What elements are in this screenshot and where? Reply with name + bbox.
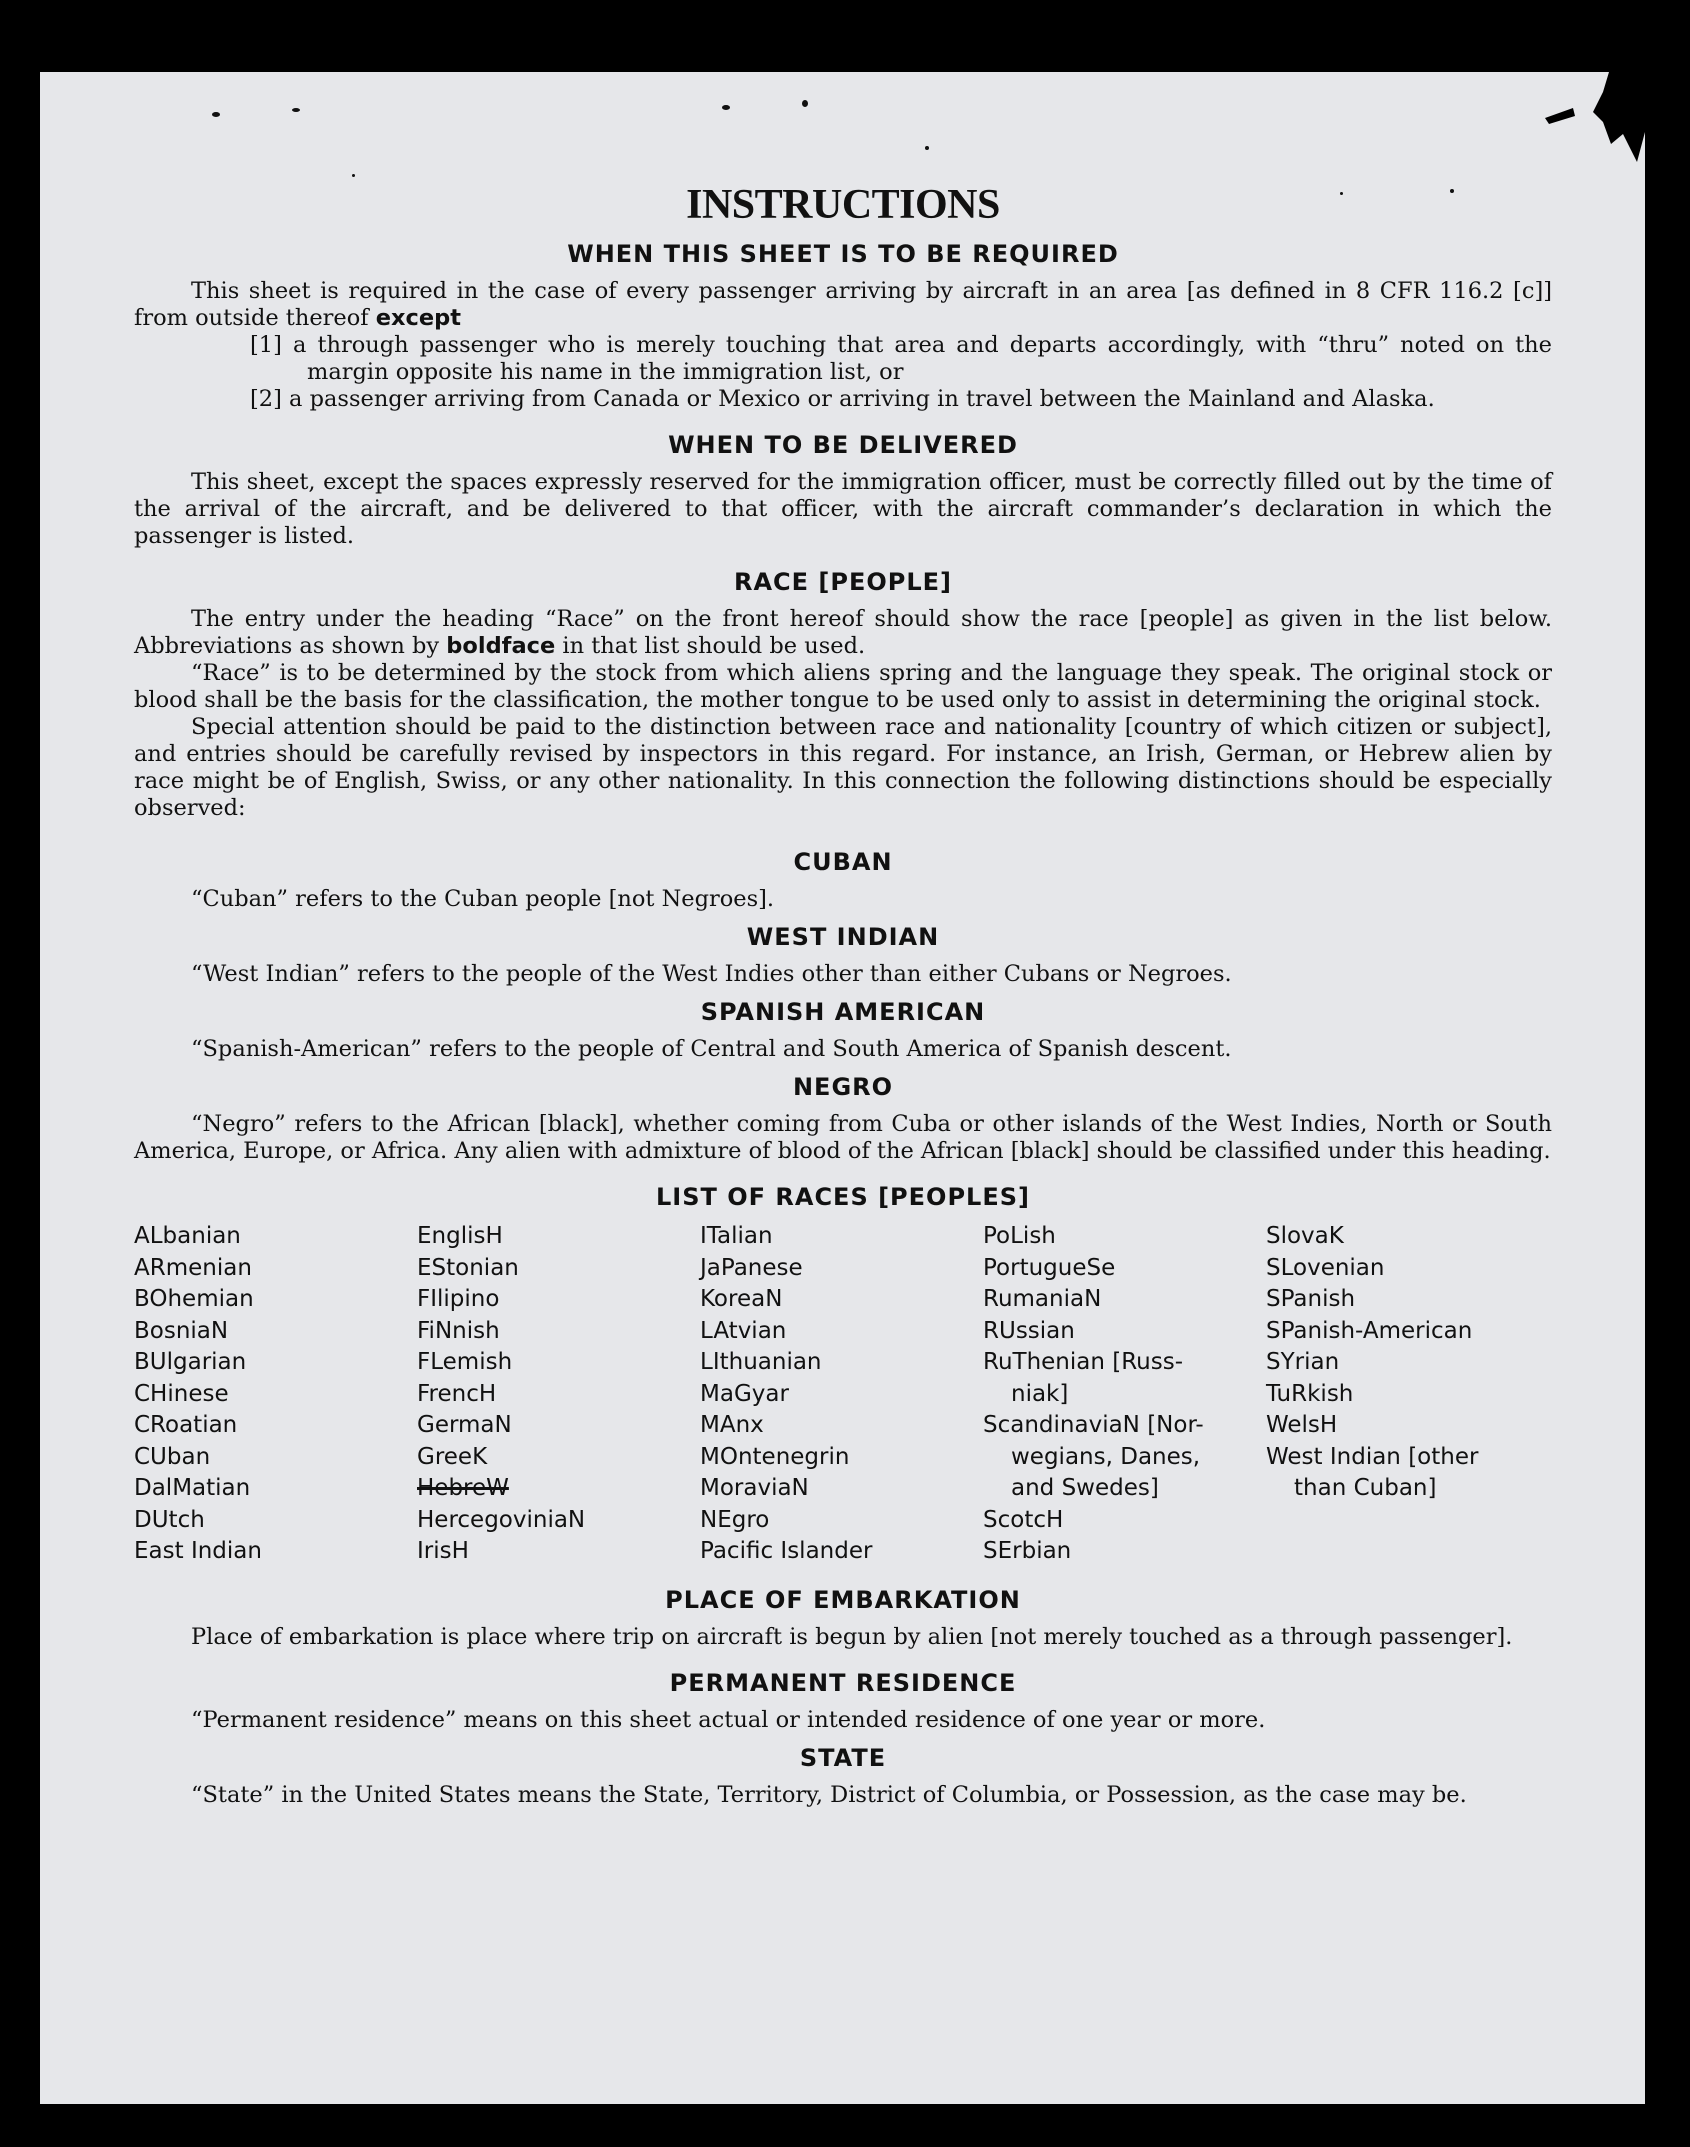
race-entry: SPanish (1266, 1286, 1356, 1312)
permanent-residence-text: “Permanent residence” means on this sheet actual or intended residence of one year or more. (191, 1706, 1266, 1733)
race-entry: than Cuban] (1294, 1475, 1437, 1501)
heading-negro: NEGRO (792, 1073, 894, 1101)
speck (212, 112, 220, 117)
heading-state: STATE (799, 1743, 887, 1772)
race-entry: LIthuanian (700, 1349, 822, 1375)
race-entry: NEgro (700, 1506, 770, 1533)
exception-item-1: [1] a through passenger who is merely touching that area and departs accordingly, with “thru” noted on the margin opposite his name in the immigration list, or (250, 332, 1552, 385)
race-column (983, 1221, 1266, 1568)
race-entry: ALbanian (134, 1223, 241, 1249)
race-entry: HebreW (417, 1475, 509, 1501)
race-entry: SYrian (1266, 1349, 1340, 1375)
race-entry: PortugueSe (983, 1254, 1116, 1281)
heading-race: RACE [PEOPLE] (733, 568, 953, 596)
cuban-text: “Cuban” refers to the Cuban people [not Negroes]. (191, 886, 775, 912)
heading-west-indian: WEST INDIAN (746, 923, 940, 951)
race-entry: DalMatian (134, 1475, 251, 1501)
race-entry: HercegoviniaN (417, 1506, 586, 1533)
race-entry: BOhemian (134, 1286, 254, 1312)
race-entry: CRoatian (134, 1412, 238, 1438)
speck (925, 146, 929, 150)
race-entry: FLemish (417, 1349, 513, 1375)
heading-required: WHEN THIS SHEET IS TO BE REQUIRED (567, 240, 1119, 268)
race-entry: JaPanese (700, 1254, 803, 1281)
speck (352, 174, 355, 177)
race-entry: GreeK (417, 1443, 488, 1470)
race-column (1266, 1221, 1549, 1568)
race-entry: WelsH (1266, 1412, 1338, 1438)
race-entry: ARmenian (134, 1254, 252, 1281)
speck (722, 105, 730, 110)
instructions-content (134, 180, 1552, 1809)
race-entry: niak] (1011, 1380, 1069, 1407)
race-entry: RUssian (983, 1317, 1075, 1344)
race-column (134, 1221, 417, 1568)
negro-text: “Negro” refers to the African [black], whether coming from Cuba or other islands of the West Indies, North or South America, Europe, or Africa. Any alien with admixture of blood of the African [black] should be classified under this heading. (134, 1111, 1552, 1164)
heading-permanent-residence: PERMANENT RESIDENCE (669, 1668, 1017, 1697)
race-entry: ITalian (700, 1223, 773, 1249)
exception-item-2: [2] a passenger arriving from Canada or Mexico or arriving in travel between the Mainland and Alaska. (250, 386, 1435, 412)
race-entry: BosniaN (134, 1317, 229, 1344)
state-text: “State” in the United States means the State, Territory, District of Columbia, or Possession, as the case may be. (191, 1781, 1467, 1808)
race-entry: KoreaN (700, 1286, 783, 1312)
race-entry: PoLish (983, 1223, 1056, 1249)
race-paragraph-2: “Race” is to be determined by the stock from which aliens spring and the language they speak. The original stock or blood shall be the basis for the classification, the mother tongue to be used only to assist in determining the original stock. (134, 660, 1552, 713)
race-entry: RuThenian [Russ- (983, 1349, 1184, 1375)
speck (802, 100, 808, 107)
heading-list-of-races: LIST OF RACES [PEOPLES] (656, 1183, 1030, 1211)
race-paragraph-3: Special attention should be paid to the distinction between race and nationality [country of which citizen or subject], and entries should be carefully revised by inspectors in this regard. For instance, an Irish, German, or Hebrew alien by race might be of English, Swiss, or any other nationality. In this connection the following distinctions should be especially observed: (134, 714, 1552, 821)
race-entry: LAtvian (700, 1317, 787, 1344)
race-entry: DUtch (134, 1506, 205, 1533)
race-entry: CUban (134, 1443, 211, 1470)
race-entry: wegians, Danes, (1011, 1443, 1201, 1470)
race-entry: MAnx (700, 1412, 764, 1438)
race-entry: EStonian (417, 1254, 519, 1281)
race-entry: IrisH (417, 1538, 469, 1564)
race-column (417, 1221, 700, 1568)
race-entry: TuRkish (1266, 1380, 1354, 1407)
race-entry: East Indian (134, 1538, 262, 1564)
race-entry: Pacific Islander (700, 1538, 873, 1564)
required-intro: This sheet is required in the case of every passenger arriving by aircraft in an area [as defined in 8 CFR 116.2 [c]] from outside thereof except (134, 278, 1552, 331)
race-entry: FiNnish (417, 1317, 500, 1344)
race-entry: CHinese (134, 1380, 229, 1407)
spanish-american-text: “Spanish-American” refers to the people of Central and South America of Spanish descent. (191, 1036, 1232, 1062)
race-entry: FrencH (417, 1380, 497, 1407)
race-entry: ScandinaviaN [Nor- (983, 1412, 1204, 1438)
race-entry: SlovaK (1266, 1223, 1344, 1249)
race-entry: MoraviaN (700, 1475, 809, 1501)
west-indian-text: “West Indian” refers to the people of the West Indies other than either Cubans or Negroes. (191, 961, 1232, 987)
document-sheet (40, 72, 1645, 2104)
race-entry: BUlgarian (134, 1349, 247, 1375)
heading-spanish-american: SPANISH AMERICAN (700, 998, 986, 1026)
delivered-text: This sheet, except the spaces expressly reserved for the immigration officer, must be correctly filled out by the time of the arrival of the aircraft, and be delivered to that officer, with the aircraft commander’s declaration in which the passenger is listed. (134, 469, 1552, 549)
race-entry: SPanish-American (1266, 1317, 1473, 1344)
race-entry: and Swedes] (1011, 1475, 1159, 1501)
embarkation-text: Place of embarkation is place where trip on aircraft is begun by alien [not merely touched as a through passenger]. (191, 1623, 1513, 1650)
race-entry: SErbian (983, 1538, 1072, 1564)
race-entry: FIlipino (417, 1286, 500, 1312)
race-list (134, 1221, 1552, 1568)
race-entry: West Indian [other (1266, 1443, 1479, 1470)
heading-cuban: CUBAN (793, 848, 893, 876)
race-entry: SLovenian (1266, 1254, 1385, 1281)
race-entry: MaGyar (700, 1380, 789, 1407)
race-column (700, 1221, 983, 1568)
race-entry: RumaniaN (983, 1286, 1102, 1312)
heading-embarkation: PLACE OF EMBARKATION (665, 1585, 1021, 1614)
race-paragraph-1: The entry under the heading “Race” on the front hereof should show the race [people] as given in the list below. Abbreviations as shown by boldface in that list should be used. (134, 606, 1552, 659)
race-entry: ScotcH (983, 1506, 1064, 1533)
page-title: INSTRUCTIONS (686, 182, 1000, 228)
race-entry: EnglisH (417, 1223, 503, 1249)
speck (292, 108, 300, 112)
torn-corner (1515, 72, 1645, 182)
heading-delivered: WHEN TO BE DELIVERED (668, 431, 1018, 459)
race-entry: MOntenegrin (700, 1443, 850, 1470)
race-entry: GermaN (417, 1412, 512, 1438)
